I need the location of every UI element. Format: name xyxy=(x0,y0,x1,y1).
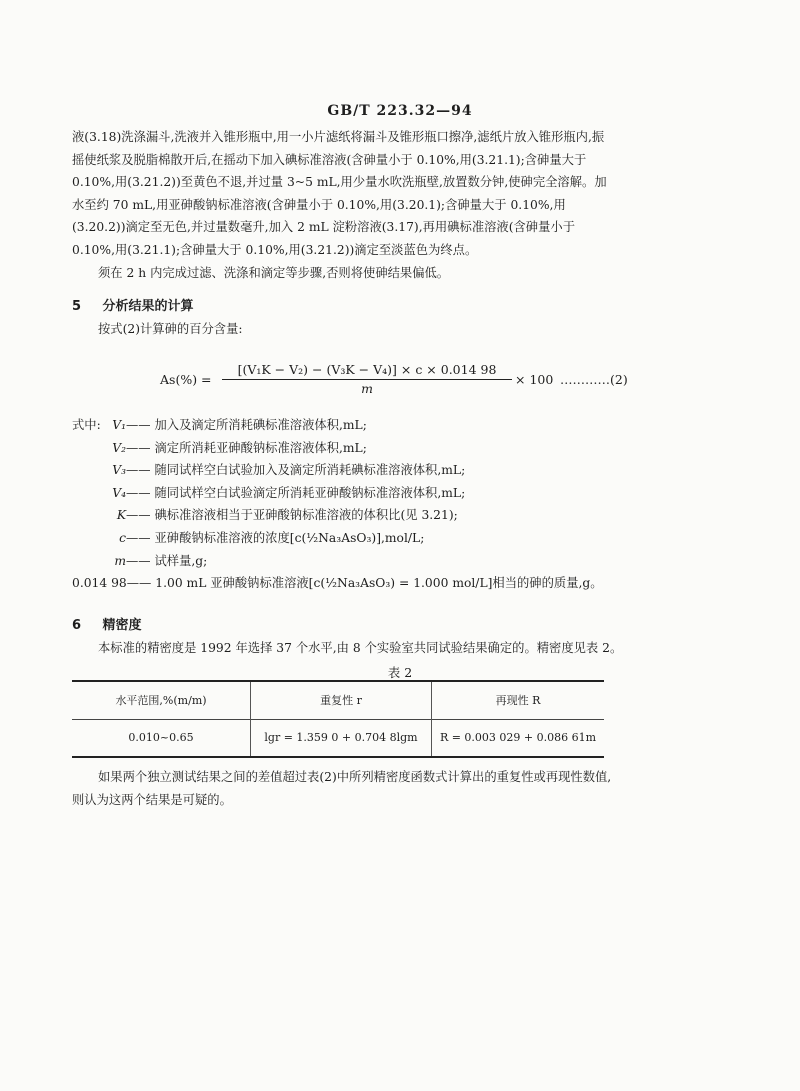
definition-text: —— 随同试样空白试验滴定所消耗亚砷酸钠标准溶液体积,mL; xyxy=(126,485,466,500)
text-line: 0.10%,用(3.21.1);含砷量大于 0.10%,用(3.21.2))滴定至淡蓝色为终点。 xyxy=(72,242,478,257)
definition-row xyxy=(72,437,752,460)
definition-symbol: K xyxy=(116,508,126,523)
section-heading-6 xyxy=(72,614,142,633)
table-cell: 0.010~0.65 xyxy=(72,719,251,757)
text-line: 如果两个独立测试结果之间的差值超过表(2)中所列精密度函数式计算出的重复性或再现性数值, xyxy=(98,770,612,784)
definition-text: —— 碘标准溶液相当于亚砷酸钠标准溶液的体积比(见 3.21); xyxy=(126,508,458,523)
formula-multiplier: × 100 xyxy=(515,372,554,387)
definition-symbol: m xyxy=(114,553,126,568)
intro-note: 须在 2 h 内完成过滤、洗涤和滴定等步骤,否则将使砷结果偏低。 xyxy=(98,265,450,280)
section-title: 精密度 xyxy=(102,618,142,633)
table-cell: lgr = 1.359 0 + 0.704 8lgm xyxy=(251,719,432,757)
text-line: 摇使纸浆及脱脂棉散开后,在摇动下加入碘标准溶液(含砷量小于 0.10%,用(3.21.1);含砷量大于 xyxy=(72,152,587,167)
table-header-row xyxy=(72,681,604,719)
definition-row xyxy=(72,482,752,505)
definition-row xyxy=(72,504,752,527)
precision-table xyxy=(72,680,604,758)
intro-paragraph xyxy=(72,126,732,284)
definition-symbol: V₁ xyxy=(112,418,126,432)
section-title: 分析结果的计算 xyxy=(102,299,194,314)
formula-fraction xyxy=(222,362,512,396)
column-header: 水平范围,%(m/m) xyxy=(72,681,251,719)
definition-row xyxy=(72,414,752,437)
column-header: 再现性 R xyxy=(432,681,605,719)
definition-text: —— 滴定所消耗亚砷酸钠标准溶液体积,mL; xyxy=(126,440,367,455)
definition-symbol: V₃ xyxy=(112,463,126,478)
formula-2 xyxy=(160,362,640,402)
precision-paragraph: 本标准的精密度是 1992 年选择 37 个水平,由 8 个实验室共同试验结果确定的。精密度见表 2。 xyxy=(98,641,623,655)
section-number: 5 xyxy=(72,299,82,314)
formula-lhs: As(%) = xyxy=(160,372,212,387)
definition-row xyxy=(72,527,752,550)
page-header: GB/T 223.32—94 xyxy=(327,103,473,119)
definition-text: —— 亚砷酸钠标准溶液的浓度[c(½Na₃AsO₃)],mol/L; xyxy=(126,530,425,545)
column-header: 重复性 r xyxy=(251,681,432,719)
text-line: (3.20.2))滴定至无色,并过量数毫升,加入 2 mL 淀粉溶液(3.17),再用碘标准溶液(含砷量小于 xyxy=(72,220,575,235)
definition-symbol: V₄ xyxy=(112,485,126,500)
table-caption: 表 2 xyxy=(387,665,413,680)
section-number: 6 xyxy=(72,618,82,633)
formula-denominator: m xyxy=(361,381,373,396)
equation-number: …………(2) xyxy=(560,372,628,387)
variable-definitions xyxy=(72,414,752,595)
text-line: 则认为这两个结果是可疑的。 xyxy=(72,792,232,807)
definition-row-constant: 0.014 98—— 1.00 mL 亚砷酸钠标准溶液[c(½Na₃AsO₃) = 1.000 mol/L]相当的砷的质量,g。 xyxy=(72,576,603,591)
table-row xyxy=(72,719,604,757)
suspect-results-note xyxy=(72,766,732,811)
formula-numerator: [(V₁K − V₂) − (V₃K − V₄)] × c × 0.014 98 xyxy=(237,362,497,377)
definition-symbol: c xyxy=(119,530,126,545)
definition-text: —— 随同试样空白试验加入及滴定所消耗碘标准溶液体积,mL; xyxy=(126,463,466,478)
definition-prefix: 式中: xyxy=(72,418,101,432)
table-cell: R = 0.003 029 + 0.086 61m xyxy=(432,719,605,757)
text-line: 水至约 70 mL,用亚砷酸钠标准溶液(含砷量小于 0.10%,用(3.20.1);含砷量大于 0.10%,用 xyxy=(72,197,566,212)
text-line: 液(3.18)洗涤漏斗,洗液并入锥形瓶中,用一小片滤纸将漏斗及锥形瓶口擦净,滤纸片放入锥形瓶内,振 xyxy=(72,130,605,144)
definition-row xyxy=(72,550,752,573)
definition-row xyxy=(72,459,752,482)
section-heading-5 xyxy=(72,295,194,314)
definition-text: —— 加入及滴定所消耗碘标准溶液体积,mL; xyxy=(126,418,367,432)
definition-text: —— 试样量,g; xyxy=(126,553,208,568)
calc-intro: 按式(2)计算砷的百分含量: xyxy=(98,322,243,336)
definition-symbol: V₂ xyxy=(112,440,126,455)
text-line: 0.10%,用(3.21.2))至黄色不退,并过量 3~5 mL,用少量水吹洗瓶壁,放置数分钟,使砷完全溶解。加 xyxy=(72,175,607,190)
